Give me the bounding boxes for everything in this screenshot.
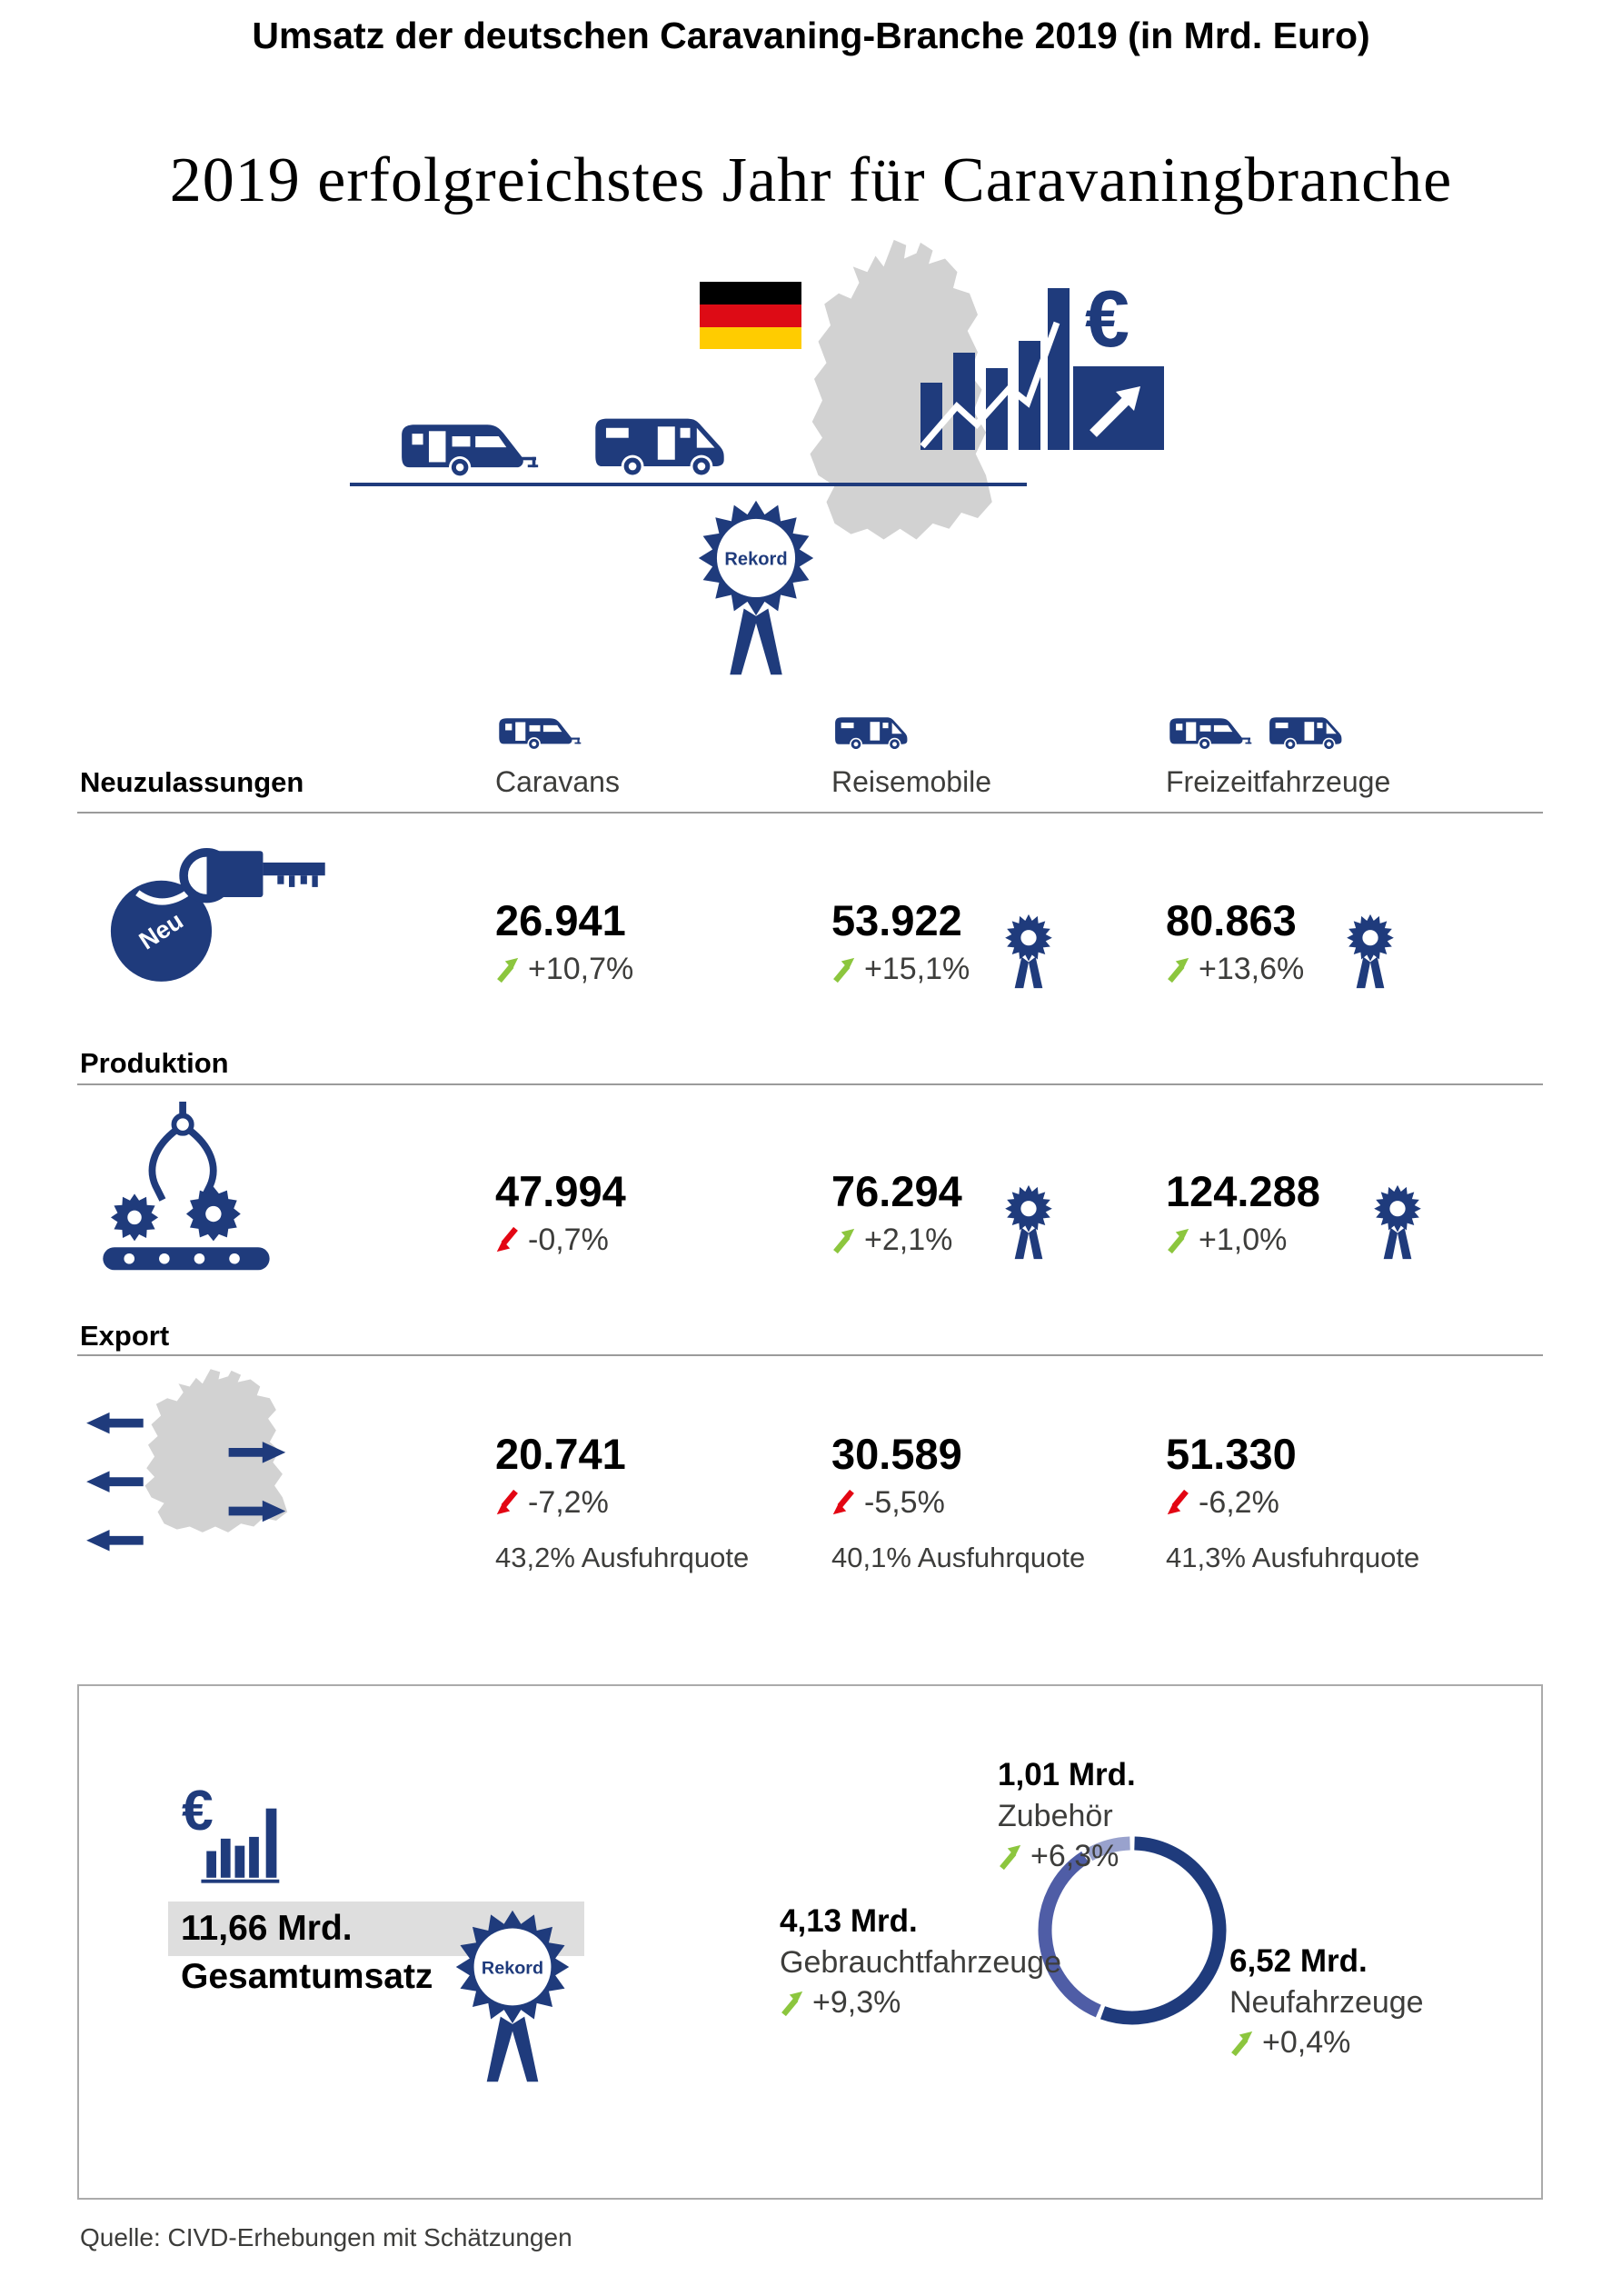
export-arrow-left bbox=[86, 1413, 144, 1433]
column-label: Reisemobile bbox=[831, 765, 992, 798]
revenue-box-title: Umsatz der deutschen Caravaning-Branche 2019 (in Mrd. Euro) bbox=[252, 15, 1370, 56]
divider bbox=[77, 812, 1543, 814]
divider bbox=[77, 1083, 1543, 1085]
record-badge-icon bbox=[1004, 912, 1053, 992]
donut-label-neufahrzeuge bbox=[1229, 1943, 1424, 2061]
cell-change: +1,0% bbox=[1166, 1223, 1287, 1258]
cell-change: +13,6% bbox=[1166, 952, 1304, 987]
trend-up-icon bbox=[780, 1989, 804, 2017]
cell-export-quote: 43,2% Ausfuhrquote bbox=[495, 1542, 750, 1573]
cell-value: 124.288 bbox=[1166, 1167, 1320, 1215]
new-registrations-key-icon bbox=[100, 841, 338, 985]
divider bbox=[77, 1354, 1543, 1356]
table-cell bbox=[1166, 1166, 1511, 1348]
neu-tag-label: Neu bbox=[134, 906, 188, 955]
cell-value: 30.589 bbox=[831, 1430, 962, 1478]
cell-value: 80.863 bbox=[1166, 896, 1297, 944]
page-title: 2019 erfolgreichstes Jahr für Caravaningbranche bbox=[169, 145, 1453, 215]
german-flag-icon bbox=[700, 282, 801, 349]
motorhome-icon bbox=[831, 714, 915, 754]
svg-text:€: € bbox=[1085, 286, 1129, 364]
cell-export-quote: 40,1% Ausfuhrquote bbox=[831, 1542, 1086, 1573]
flag-stripe-gold bbox=[700, 327, 801, 349]
segment-name: Zubehör bbox=[998, 1799, 1113, 1833]
total-revenue-value: 11,66 Mrd. bbox=[181, 1909, 353, 1948]
cell-value: 20.741 bbox=[495, 1430, 626, 1478]
cell-value: 26.941 bbox=[495, 896, 626, 944]
cell-change: +10,7% bbox=[495, 952, 633, 987]
flag-stripe-black bbox=[700, 282, 801, 304]
donut-label-gebrauchtfahrzeuge bbox=[780, 1903, 1061, 2021]
column-header-reisemobile bbox=[831, 709, 991, 799]
caravan-icon bbox=[395, 416, 541, 485]
table-cell bbox=[495, 1166, 841, 1348]
export-arrow-left bbox=[86, 1530, 144, 1551]
svg-text:€: € bbox=[181, 1782, 214, 1843]
segment-name: Gebrauchtfahrzeuge bbox=[780, 1945, 1061, 1980]
ground-line bbox=[350, 483, 1027, 486]
cell-change: +2,1% bbox=[831, 1223, 952, 1258]
cell-change: -7,2% bbox=[495, 1485, 609, 1521]
section-label-export: Export bbox=[80, 1320, 170, 1352]
export-map-icon bbox=[86, 1366, 300, 1571]
production-icon bbox=[80, 1102, 291, 1277]
cell-change: -6,2% bbox=[1166, 1485, 1279, 1521]
segment-change: +9,3% bbox=[812, 1985, 901, 2020]
table-cell bbox=[831, 1429, 1177, 1611]
segment-change: +0,4% bbox=[1262, 2025, 1351, 2060]
cell-export-quote: 41,3% Ausfuhrquote bbox=[1166, 1542, 1420, 1573]
cell-value: 51.330 bbox=[1166, 1430, 1297, 1478]
trend-down-icon bbox=[831, 1489, 856, 1517]
euro-bars-icon bbox=[180, 1782, 291, 1884]
record-rosette-label: Rekord bbox=[724, 549, 788, 570]
cell-change: -0,7% bbox=[495, 1223, 609, 1258]
source-note: Quelle: CIVD-Erhebungen mit Schätzungen bbox=[80, 2223, 572, 2251]
trend-up-icon bbox=[998, 1842, 1022, 1871]
trend-up-icon bbox=[1166, 1226, 1190, 1254]
donut-label-zubehoer bbox=[998, 1757, 1136, 1874]
caravan-icon bbox=[1166, 714, 1253, 754]
column-label: Caravans bbox=[495, 765, 620, 798]
motorhome-icon bbox=[589, 411, 738, 485]
column-header-caravans bbox=[495, 709, 620, 799]
table-cell bbox=[1166, 895, 1511, 1077]
section-label-neuzulassungen: Neuzulassungen bbox=[80, 766, 304, 798]
table-cell bbox=[831, 1166, 1177, 1348]
record-rosette-icon bbox=[695, 495, 817, 680]
record-rosette-icon bbox=[453, 1905, 572, 2087]
cell-value: 76.294 bbox=[831, 1167, 962, 1215]
record-badge-icon bbox=[1373, 1183, 1422, 1263]
trend-up-icon bbox=[831, 955, 856, 983]
section-label-produktion: Produktion bbox=[80, 1047, 229, 1079]
segment-value: 6,52 Mrd. bbox=[1229, 1943, 1368, 1979]
trend-up-icon bbox=[1229, 2029, 1254, 2057]
record-badge-icon bbox=[1346, 912, 1395, 992]
table-cell bbox=[831, 895, 1177, 1077]
table-cell bbox=[495, 895, 841, 1077]
euro-growth-chart-icon bbox=[920, 286, 1195, 450]
segment-change: +6,3% bbox=[1030, 1839, 1119, 1873]
cell-value: 47.994 bbox=[495, 1167, 626, 1215]
caravan-icon bbox=[495, 714, 582, 754]
trend-down-icon bbox=[495, 1489, 520, 1517]
cell-change: -5,5% bbox=[831, 1485, 945, 1521]
column-header-freizeitfahrzeuge bbox=[1166, 709, 1390, 799]
trend-up-icon bbox=[831, 1226, 856, 1254]
cell-value: 53.922 bbox=[831, 896, 962, 944]
trend-down-icon bbox=[495, 1226, 520, 1254]
table-cell bbox=[1166, 1429, 1511, 1611]
segment-name: Neufahrzeuge bbox=[1229, 1985, 1424, 2020]
export-arrow-left bbox=[86, 1471, 144, 1492]
trend-down-icon bbox=[1166, 1489, 1190, 1517]
flag-stripe-red bbox=[700, 304, 801, 327]
table-cell bbox=[495, 1429, 841, 1611]
trend-up-icon bbox=[1166, 955, 1190, 983]
motorhome-icon bbox=[1266, 714, 1349, 754]
total-revenue-label: Gesamtumsatz bbox=[181, 1957, 433, 1996]
cell-change: +15,1% bbox=[831, 952, 970, 987]
segment-value: 4,13 Mrd. bbox=[780, 1903, 918, 1939]
trend-up-icon bbox=[495, 955, 520, 983]
record-rosette-label: Rekord bbox=[481, 1958, 544, 1979]
record-badge-icon bbox=[1004, 1183, 1053, 1263]
column-label: Freizeitfahrzeuge bbox=[1166, 765, 1391, 798]
segment-value: 1,01 Mrd. bbox=[998, 1757, 1136, 1792]
